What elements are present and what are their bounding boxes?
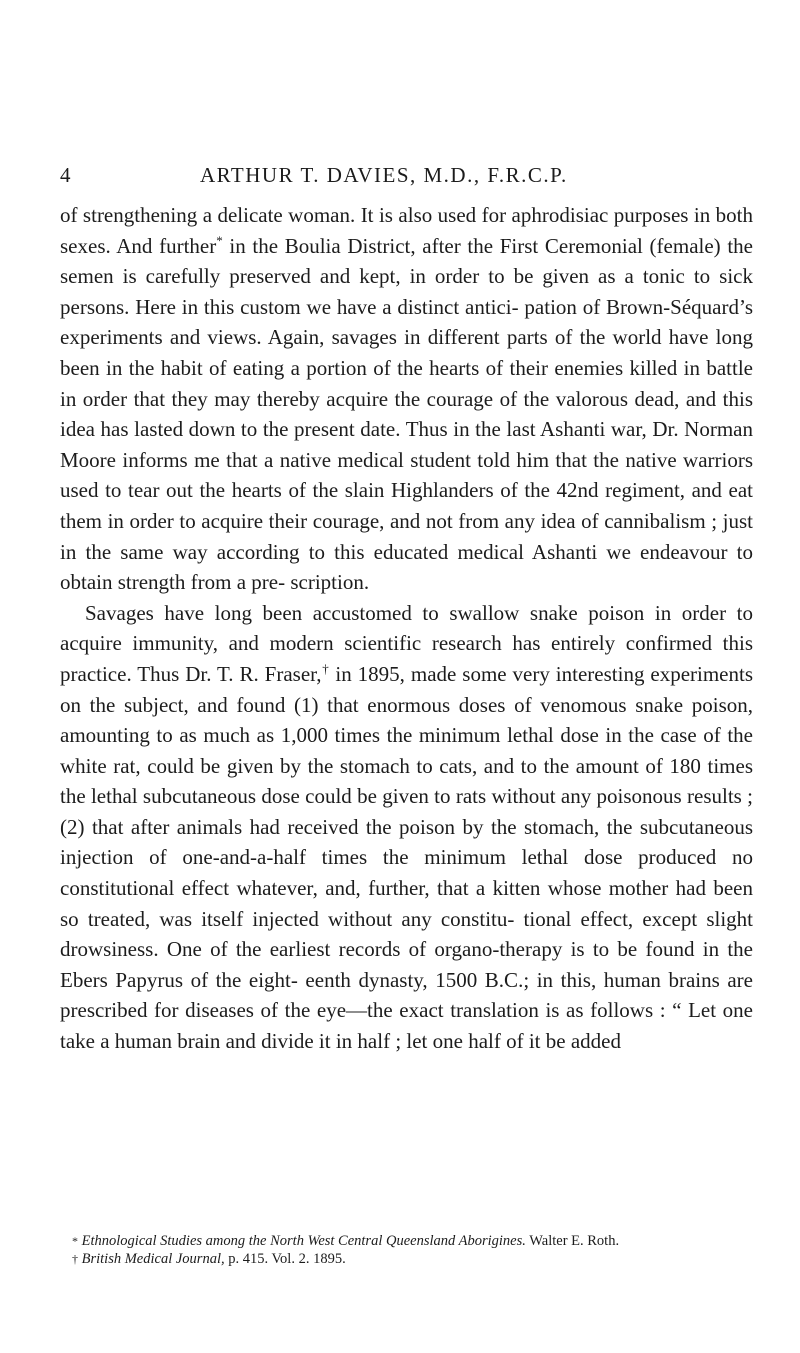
paragraph-1-text-a: of strengthening a delicate woman. It is also used for aphrodisiac purposes in both sexes. And further [60,203,753,258]
running-header [60,163,750,193]
paragraph-2-text-b: in 1895, made some very interesting experiments on the subject, and found (1) that enormous doses of venomous snake poison, amounting to as much as 1,000 times the minimum lethal dose in the case of the white rat, could be given by the stomach to cats, and to the amount of 180 times the lethal subcutaneous dose could be given to rats without any poisonous results ; (2) that after animals had received the poison by the stomach, the subcutaneous injection of one-and-a-half times the minimum lethal dose produced no constitutional effect whatever, and, further, that a kitten whose mother had been so treated, was itself injected without any constitu- tional effect, except slight drowsiness. One of the earliest records of organo-therapy is to be found in the Ebers Papyrus of the eight- eenth dynasty, 1500 B.C.; in this, human brains are prescribed for diseases of the eye—the exact translation is as follows : “ Let one take a human brain and divide it in half ; let one half of it be added [60,661,754,1054]
footnote-2-rest: p. 415. Vol. 2. 1895. [228,1251,346,1267]
footnotes [60,1232,753,1268]
paragraph-1-text-b: in the Boulia District, after the First Ceremonial (female) the semen is carefully preserved and kept, in order to be given as a tonic to sick persons. Here in this custom we have a distinct antici- pation of Brown-Séquard’s experiments and views. Again, savages in different parts of the world have long been in the habit of eating a portion of the hearts of their enemies killed in battle in order that they may thereby acquire the courage of the valorous dead, and this idea has lasted down to the present date. Thus in the last Ashanti war, Dr. Norman Moore informs me that a native medical student told him that the native warriors used to tear out the hearts of the slain Highlanders of the 42nd regiment, and eat them in order to acquire their courage, and not from any idea of cannibalism ; just in the same way according to this educated medical Ashanti we endeavour to obtain strength from a pre- scription. [60,233,753,595]
footnote-ref-1: * [216,232,223,248]
footnote-2-mark: † [72,1252,78,1266]
footnote-1-title: Ethnological Studies among the North West Central Queensland Aborigines. [81,1233,526,1249]
footnote-2-title: British Medical Journal, [81,1251,225,1267]
paragraph-2 [60,598,753,1057]
footnote-1-mark: * [72,1234,78,1248]
paragraph-1 [60,200,753,598]
footnote-1 [60,1232,753,1250]
paragraph-2-text-a: Savages have long been accustomed to swallow snake poison in order to acquire immunity, and modern scientific research has entirely confirmed this practice. Thus Dr. T. R. Fraser, [60,600,753,686]
page-number: 4 [60,163,72,187]
running-title: ARTHUR T. DAVIES, M.D., F.R.C.P. [200,163,568,187]
body-text [60,200,753,1057]
footnote-ref-2: † [321,660,330,676]
footnote-1-author: Walter E. Roth. [529,1233,620,1249]
footnote-2 [60,1250,753,1268]
